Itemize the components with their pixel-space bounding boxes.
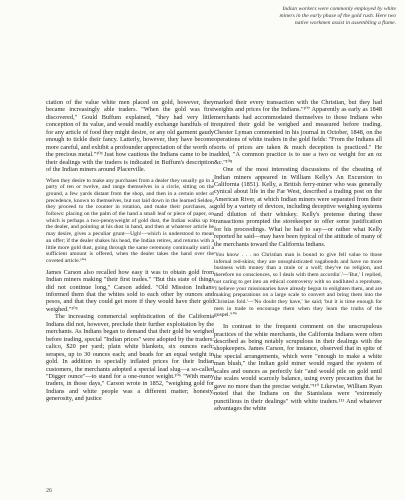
block-quote: When they desire to make any purchases from a dealer they usually go in a party of ten or twelve, and range themselves in a circle, sitting on the ground, a few yards distant from the shop, and then in a certain order of precedence, known to themselves, but not laid down in the learned Selden, they proceed to the counter in rotation, and make their purchases, as follows: placing on the palm of the hand a small leaf or piece of paper, on which is perhaps a two-pennyweight of gold dust, the Indian walks up to the dealer, and pointing at his dust in hand, and then at whatever article he may desire, gives a peculiar grunt—Ugh!—which is understood to mean an offer; if the dealer shakes his head, the Indian retires, and returns with a little more gold dust, going through the same ceremony continually until a sufficient amount is offered, when the dealer takes the hand over the coveted article.¹⁰⁴ <box>46 177 214 264</box>
paragraph: marked their every transaction with the Christian, but they had weights and prices for the Indians."¹⁰⁷ Apparently as early as 1848 merchants had accommodated themselves to those Indians who required their gold be weighed and measured before trading. Chester Lyman commented in his journal in October, 1848, on the operations of white traders in the gold fields: "From the Indians all sorts of prices are taken & much deception is practiced." He added, "A common practice is to use a two oz weight for an oz &c."¹⁰⁸ <box>214 99 382 166</box>
paragraph: One of the most interesting discussions of the cheating of Indian miners appeared in William Kelly's An Excursion to California (1851). Kelly, a British ferry-miner who was generally cynical about life in the Far West, described a trading post on the American River, at which Indian miners were separated from their gold by a variety of devices, including deceptive weighing systems and dilution of their whiskey. Kelly's pretense during these transactions prompted the storekeeper to offer some justification for his proceedings. What he had to say—or rather what Kelly reported he said—may have been typical of the attitude of many of the merchants toward the California Indians. <box>214 166 382 248</box>
paragraph: James Carson also recalled how easy it was to obtain gold from Indian miners making "their first trades." "But this state of things did not continue long," Carson added. "Old Mission Indians informed them that the whites sold to each other by ounces and pesos, and that they could get more if they would have their gold weighed."¹⁰⁵ <box>46 268 214 313</box>
left-column <box>46 99 214 403</box>
paragraph: ciation of the value white men placed on gold, however, they became increasingly able traders. "When the gold was first discovered," Gould Buffum explained, "they had very little conception of its value, and would readily exchange handfuls of it for any article of food they might desire, or any old garment gaudy enough to tickle their fancy. Latterly, however, they have become more careful, and exhibit a profounder appreciation of the worth of the precious metal."¹⁰³ Just how cautious the Indians came to be in their dealings with the traders is indicated in Buffum's description of the Indian miners around Placerville. <box>46 99 214 174</box>
page-number: 26 <box>46 488 52 494</box>
figure-caption: Indian workers were commonly employed by white miners in the early phase of the gold rush. Here two native workmen assist in assembling a flume. <box>279 6 396 27</box>
paragraph: The increasing commercial sophistication of the California Indians did not, however, preclude their further exploitation by the merchants. As Indians began to demand that their gold be weighed before trading, special "Indian prices" were adopted by the traders: calico, $20 per yard; plain white blankets, six ounces each; serapes, up to 30 ounces each; and beads for an equal weight in gold. In addition to specially inflated prices for their Indian customers, the merchants adopted a special lead slug—a so-called "Digger ounce"—to stand for a one-ounce weight.¹⁰⁶ "With many traders, in those days," Carson wrote in 1852, "weighing gold for Indians and white people was a different matter; honesty, generosity, and justice <box>46 313 214 403</box>
block-quote: 'You know . . . no Christian man is bound to give fell value to those infernal red-skins; they are unsophisticated vagabonds and have no more business with money than a mule or a wolf; they've no religion, and therefore no consciences, so I deals with them accordin'.'—'But,' I replied, not caring to get into an ethical controversy with so undiluted a reprobate, 'I believe your missionaries have already begun to enlighten them, and are making preparations on a large scale to convert and bring them into the Christian fold.'—'No doubt they have,' he said; 'but it is time enough for men in trade to encourage them when they learn the truths of the gospel.'¹⁰⁹ <box>214 252 382 319</box>
right-column <box>214 99 382 413</box>
paragraph: In contrast to the frequent comment on the unscrupulous practices of the white merchants, the California Indians were often described as being notably scrupulous in their dealings with the shopkeepers. James Carson, for instance, observed that in spite of the special arrangements, which were "enough to make a white man blush," the Indian gold miner would regard the system of scales and ounces as perfectly fair "and would pile on gold until the scales would scarcely balance, using every precaution that he gave no more than the precise weight."¹¹⁰ Likewise, William Ryan noted that the Indians on the Stanislaus were "extremely punctilious in their dealings" with white traders.¹¹¹ And whatever advantages the white <box>214 323 382 413</box>
